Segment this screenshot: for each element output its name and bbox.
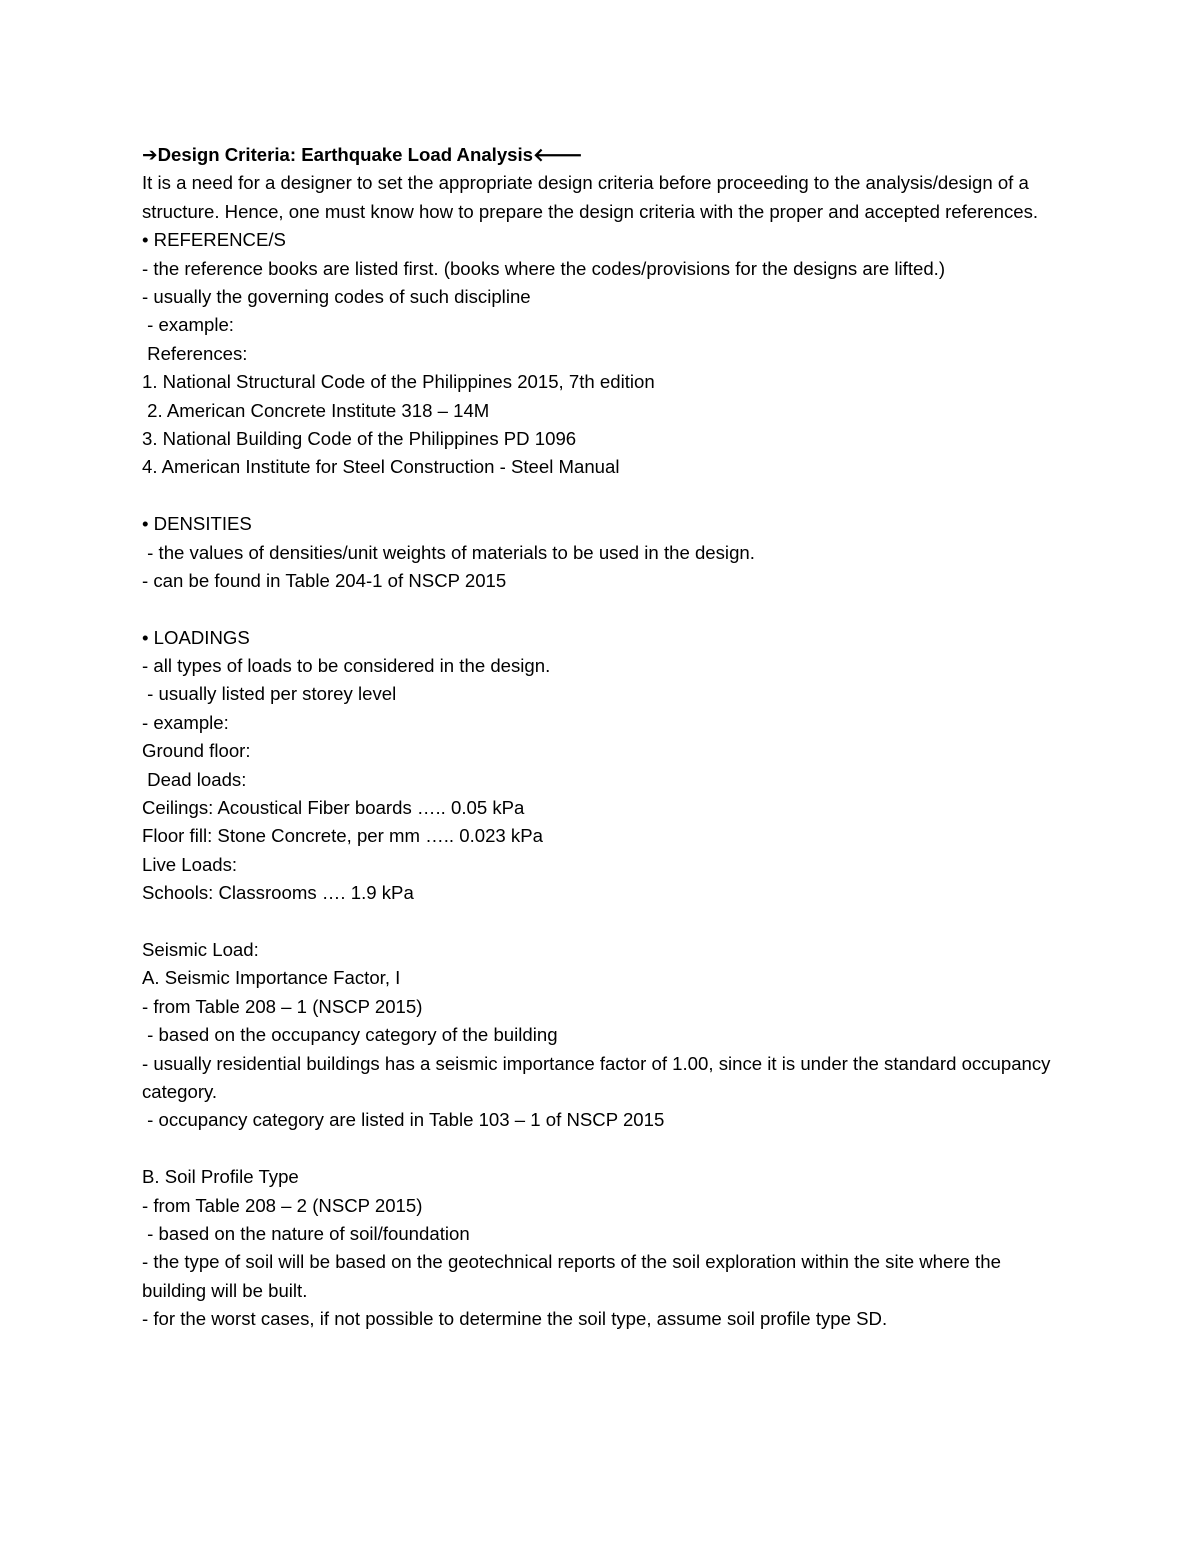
seismic-heading: Seismic Load: xyxy=(142,938,259,960)
reference-item: 1. National Structural Code of the Philippines 2015, 7th edition xyxy=(142,371,655,393)
title-text: Design Criteria: Earthquake Load Analysis xyxy=(157,144,534,165)
seismic-a-line: - occupancy category are listed in Table 103 – 1 of NSCP 2015 xyxy=(142,1109,665,1131)
arrow-left-icon: 🡐 xyxy=(533,144,583,165)
spacer xyxy=(142,1135,1062,1163)
loadings-heading: • LOADINGS xyxy=(142,626,250,648)
load-item: Floor fill: Stone Concrete, per mm ….. 0.023 kPa xyxy=(142,825,543,847)
reference-item: 3. National Building Code of the Philippines PD 1096 xyxy=(142,427,577,449)
spacer xyxy=(142,908,1062,936)
reference-item: 4. American Institute for Steel Construction - Steel Manual xyxy=(142,456,620,478)
seismic-a-paragraph: - usually residential buildings has a seismic importance factor of 1.00, since it is under the standard occupancy category. xyxy=(142,1052,1051,1102)
seismic-b-line: - for the worst cases, if not possible to determine the soil type, assume soil profile type SD. xyxy=(142,1308,888,1330)
intro-paragraph: It is a need for a designer to set the appropriate design criteria before proceeding to the analysis/design of a structure. Hence, one must know how to prepare the design criteria with the proper and accepted references. xyxy=(142,172,1039,222)
seismic-a-heading: A. Seismic Importance Factor, I xyxy=(142,967,401,989)
reference-item: 2. American Concrete Institute 318 – 14M xyxy=(142,399,490,421)
document-title xyxy=(142,141,1062,169)
seismic-b-heading: B. Soil Profile Type xyxy=(142,1166,299,1188)
seismic-b-line: - from Table 208 – 2 (NSCP 2015) xyxy=(142,1194,423,1216)
seismic-a-line: - based on the occupancy category of the building xyxy=(142,1024,558,1046)
loadings-line: - usually listed per storey level xyxy=(142,683,397,705)
load-item: Ceilings: Acoustical Fiber boards ….. 0.05 kPa xyxy=(142,797,525,819)
densities-heading: • DENSITIES xyxy=(142,513,252,535)
loadings-line: - example: xyxy=(142,711,229,733)
loadings-line: Live Loads: xyxy=(142,853,238,875)
loadings-line: Dead loads: xyxy=(142,768,247,790)
spacer xyxy=(142,595,1062,623)
seismic-b-paragraph: - the type of soil will be based on the geotechnical reports of the soil exploration within the site where the building will be built. xyxy=(142,1251,1001,1301)
document-body xyxy=(142,141,1062,1334)
loadings-line: Ground floor: xyxy=(142,740,251,762)
references-line: - example: xyxy=(142,314,234,336)
seismic-a-line: - from Table 208 – 1 (NSCP 2015) xyxy=(142,995,423,1017)
references-line: - the reference books are listed first. (books where the codes/provisions for the designs are lifted.) xyxy=(142,257,946,279)
references-heading: • REFERENCE/S xyxy=(142,229,286,251)
loadings-line: - all types of loads to be considered in the design. xyxy=(142,655,551,677)
spacer xyxy=(142,482,1062,510)
seismic-b-line: - based on the nature of soil/foundation xyxy=(142,1222,470,1244)
densities-line: - can be found in Table 204-1 of NSCP 2015 xyxy=(142,569,507,591)
references-line: - usually the governing codes of such discipline xyxy=(142,285,531,307)
load-item: Schools: Classrooms …. 1.9 kPa xyxy=(142,882,414,904)
densities-line: - the values of densities/unit weights of materials to be used in the design. xyxy=(142,541,755,563)
references-line: References: xyxy=(142,342,248,364)
arrow-right-icon: ➔ xyxy=(142,144,158,165)
